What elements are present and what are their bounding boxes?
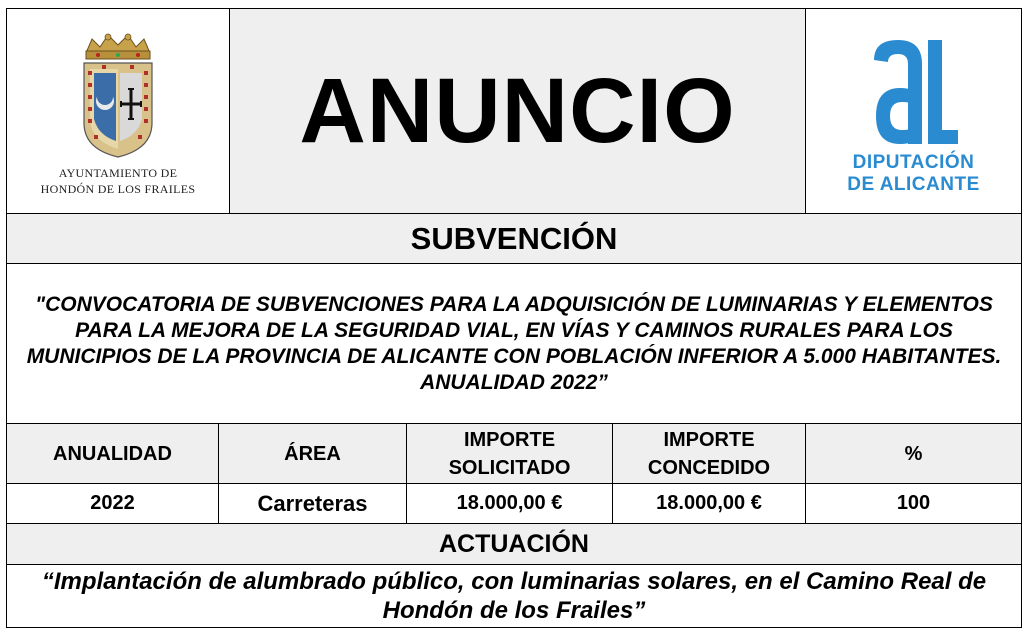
table-cell-area: [219, 484, 406, 523]
title-block: [230, 9, 805, 213]
table-cell-importe-concedido: [613, 484, 805, 523]
ayuntamiento-line1: AYUNTAMIENTO DE: [58, 166, 178, 180]
diputacion-logo-block: [806, 9, 1021, 213]
diputacion-line2: DE ALICANTE: [847, 174, 980, 195]
header-solicitado-label: SOLICITADO: [448, 456, 571, 479]
anualidad-value: 2022: [90, 492, 135, 514]
convocatoria-block: [7, 264, 1021, 423]
convocatoria-text: "CONVOCATORIA DE SUBVENCIONES PARA LA ADQUISICIÓN DE LUMINARIAS Y ELEMENTOS PARA LA MEJORA DE LA SEGURIDAD VIAL, EN VÍAS Y CAMINOS RURALES PARA LOS MUNICIPIOS DE LA PROVINCIA DE ALICANTE CON POBLACIÓN INFERIOR A 5.000 HABITANTES. ANUALIDAD 2022”: [26, 292, 1002, 394]
actuacion-title-block: [7, 524, 1021, 564]
header-porcentaje-label: %: [904, 442, 923, 465]
area-value: Carreteras: [257, 490, 368, 516]
coat-of-arms-icon: [78, 31, 158, 159]
table-header-anualidad: [7, 424, 218, 483]
page-title: ANUNCIO: [299, 59, 736, 162]
header-concedido-label: CONCEDIDO: [647, 456, 771, 479]
table-header-importe-solicitado: [407, 424, 612, 483]
table-header-importe-concedido: [613, 424, 805, 483]
section-title: SUBVENCIÓN: [410, 220, 618, 256]
header-importe-label: IMPORTE: [663, 428, 755, 451]
actuacion-title: ACTUACIÓN: [439, 529, 589, 558]
section-title-block: [7, 214, 1021, 263]
table-cell-porcentaje: [806, 484, 1021, 523]
porcentaje-value: 100: [896, 492, 931, 514]
table-header-porcentaje: [806, 424, 1021, 483]
ayuntamiento-line2: HONDÓN DE LOS FRAILES: [40, 182, 196, 196]
importe-concedido-value: 18.000,00 €: [656, 492, 762, 514]
diputacion-logo-icon: [866, 32, 962, 148]
header-area-label: ÁREA: [284, 442, 341, 465]
importe-solicitado-value: 18.000,00 €: [456, 492, 563, 514]
table-cell-importe-solicitado: [407, 484, 612, 523]
header-anualidad-label: ANUALIDAD: [53, 442, 172, 465]
header-importe-label: IMPORTE: [463, 428, 556, 451]
table-cell-anualidad: [7, 484, 218, 523]
ayuntamiento-name: [41, 165, 196, 197]
actuacion-text: “Implantación de alumbrado público, con luminarias solares, en el Camino Real de Hondón de los Frailes”: [41, 568, 987, 624]
actuacion-text-block: [7, 565, 1021, 627]
diputacion-line1: DIPUTACIÓN: [852, 152, 975, 173]
diputacion-name: [847, 152, 980, 196]
ayuntamiento-logo-block: [7, 9, 229, 213]
table-header-area: [219, 424, 406, 483]
